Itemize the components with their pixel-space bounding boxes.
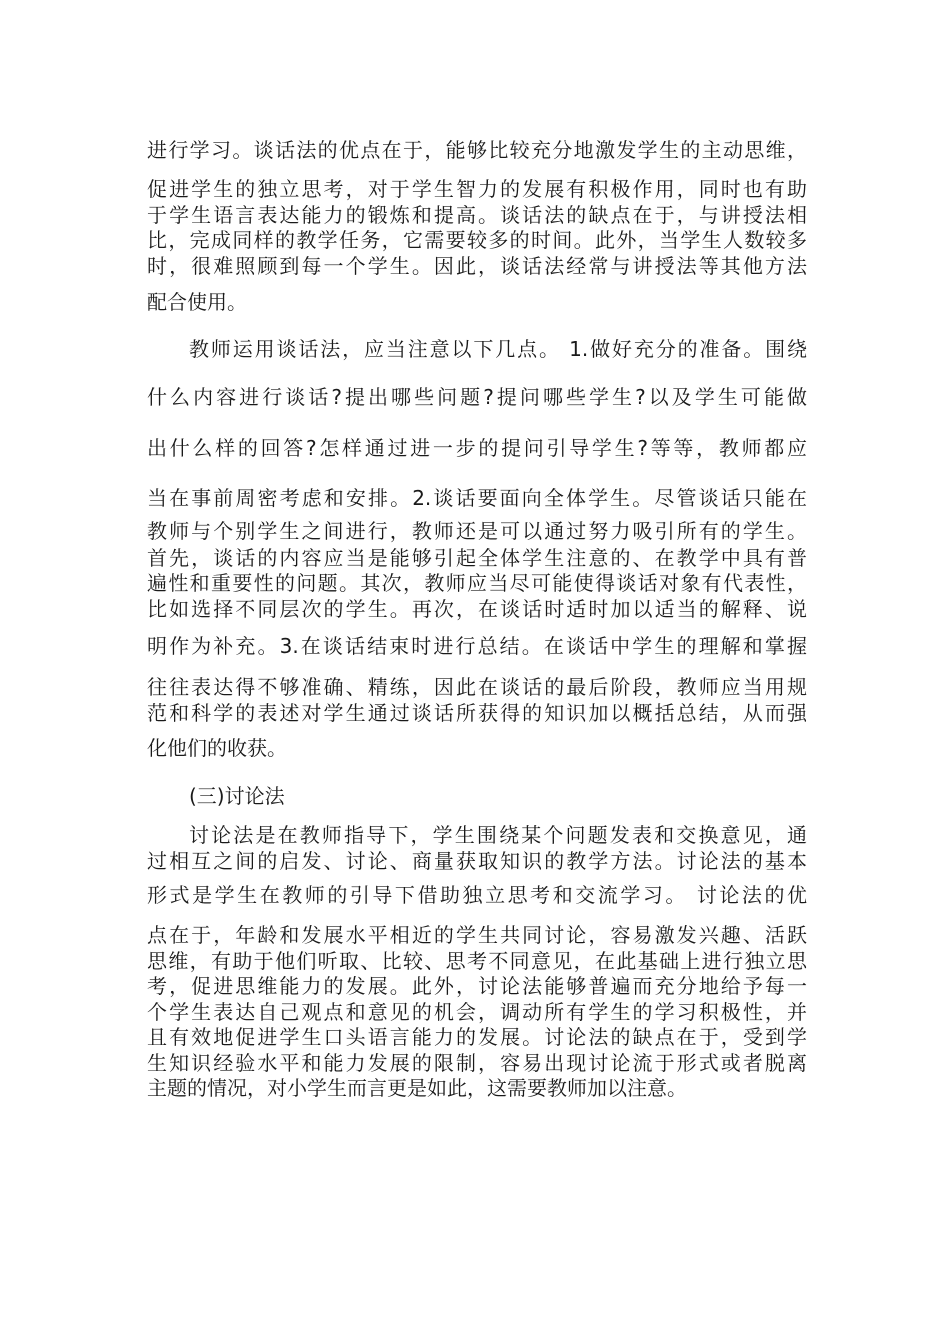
text-line: 范和科学的表述对学生通过谈话所获得的知识加以概括总结，从而强	[147, 701, 807, 725]
text-line: 形式是学生在教师的引导下借助独立思考和交流学习。 讨论法的优	[147, 883, 807, 907]
text-line: 什么内容进行谈话?提出哪些问题?提问哪些学生?以及学生可能做	[147, 385, 807, 409]
text-line: 明作为补充。3.在谈话结束时进行总结。在谈话中学生的理解和掌握	[147, 634, 807, 658]
text-line: 于学生语言表达能力的锻炼和提高。谈话法的缺点在于，与讲授法相	[147, 203, 807, 227]
text-line: 比如选择不同层次的学生。再次，在谈话时适时加以适当的解释、说	[147, 597, 807, 621]
text-line: 配合使用。	[147, 290, 247, 314]
text-line: 时，很难照顾到每一个学生。因此，谈话法经常与讲授法等其他方法	[147, 254, 807, 278]
text-line: 当在事前周密考虑和安排。2.谈话要面向全体学生。尽管谈话只能在	[147, 486, 807, 510]
text-line: 遍性和重要性的问题。其次，教师应当尽可能使得谈话对象有代表性，	[147, 571, 807, 595]
text-line: 比，完成同样的教学任务，它需要较多的时间。此外，当学生人数较多	[147, 228, 807, 252]
text-line: 进行学习。谈话法的优点在于，能够比较充分地激发学生的主动思维，	[147, 138, 807, 162]
text-line: 促进学生的独立思考，对于学生智力的发展有积极作用，同时也有助	[147, 177, 807, 201]
section-heading: (三)讨论法	[189, 784, 285, 808]
text-line: 往往表达得不够准确、精练，因此在谈话的最后阶段，教师应当用规	[147, 675, 807, 699]
text-line: 个学生表达自己观点和意见的机会，调动所有学生的学习积极性，并	[147, 1000, 807, 1024]
text-line: 教师运用谈话法，应当注意以下几点。 1.做好充分的准备。围绕	[189, 337, 807, 361]
text-line: 主题的情况，对小学生而言更是如此，这需要教师加以注意。	[147, 1076, 687, 1100]
text-line: 化他们的收获。	[147, 736, 287, 760]
text-line: 讨论法是在教师指导下，学生围绕某个问题发表和交换意见，通	[189, 823, 807, 847]
text-line: 过相互之间的启发、讨论、商量获取知识的教学方法。讨论法的基本	[147, 849, 807, 873]
text-line: 首先，谈话的内容应当是能够引起全体学生注意的、在教学中具有普	[147, 546, 807, 570]
text-line: 考，促进思维能力的发展。此外，讨论法能够普遍而充分地给予每一	[147, 974, 807, 998]
text-line: 思维，有助于他们听取、比较、思考不同意见，在此基础上进行独立思	[147, 949, 807, 973]
text-line: 且有效地促进学生口头语言能力的发展。讨论法的缺点在于，受到学	[147, 1025, 807, 1049]
text-line: 点在于，年龄和发展水平相近的学生共同讨论，容易激发兴趣、活跃	[147, 923, 807, 947]
text-line: 出什么样的回答?怎样通过进一步的提问引导学生?等等，教师都应	[147, 436, 807, 460]
text-line: 教师与个别学生之间进行，教师还是可以通过努力吸引所有的学生。	[147, 519, 807, 543]
text-line: 生知识经验水平和能力发展的限制，容易出现讨论流于形式或者脱离	[147, 1051, 807, 1075]
